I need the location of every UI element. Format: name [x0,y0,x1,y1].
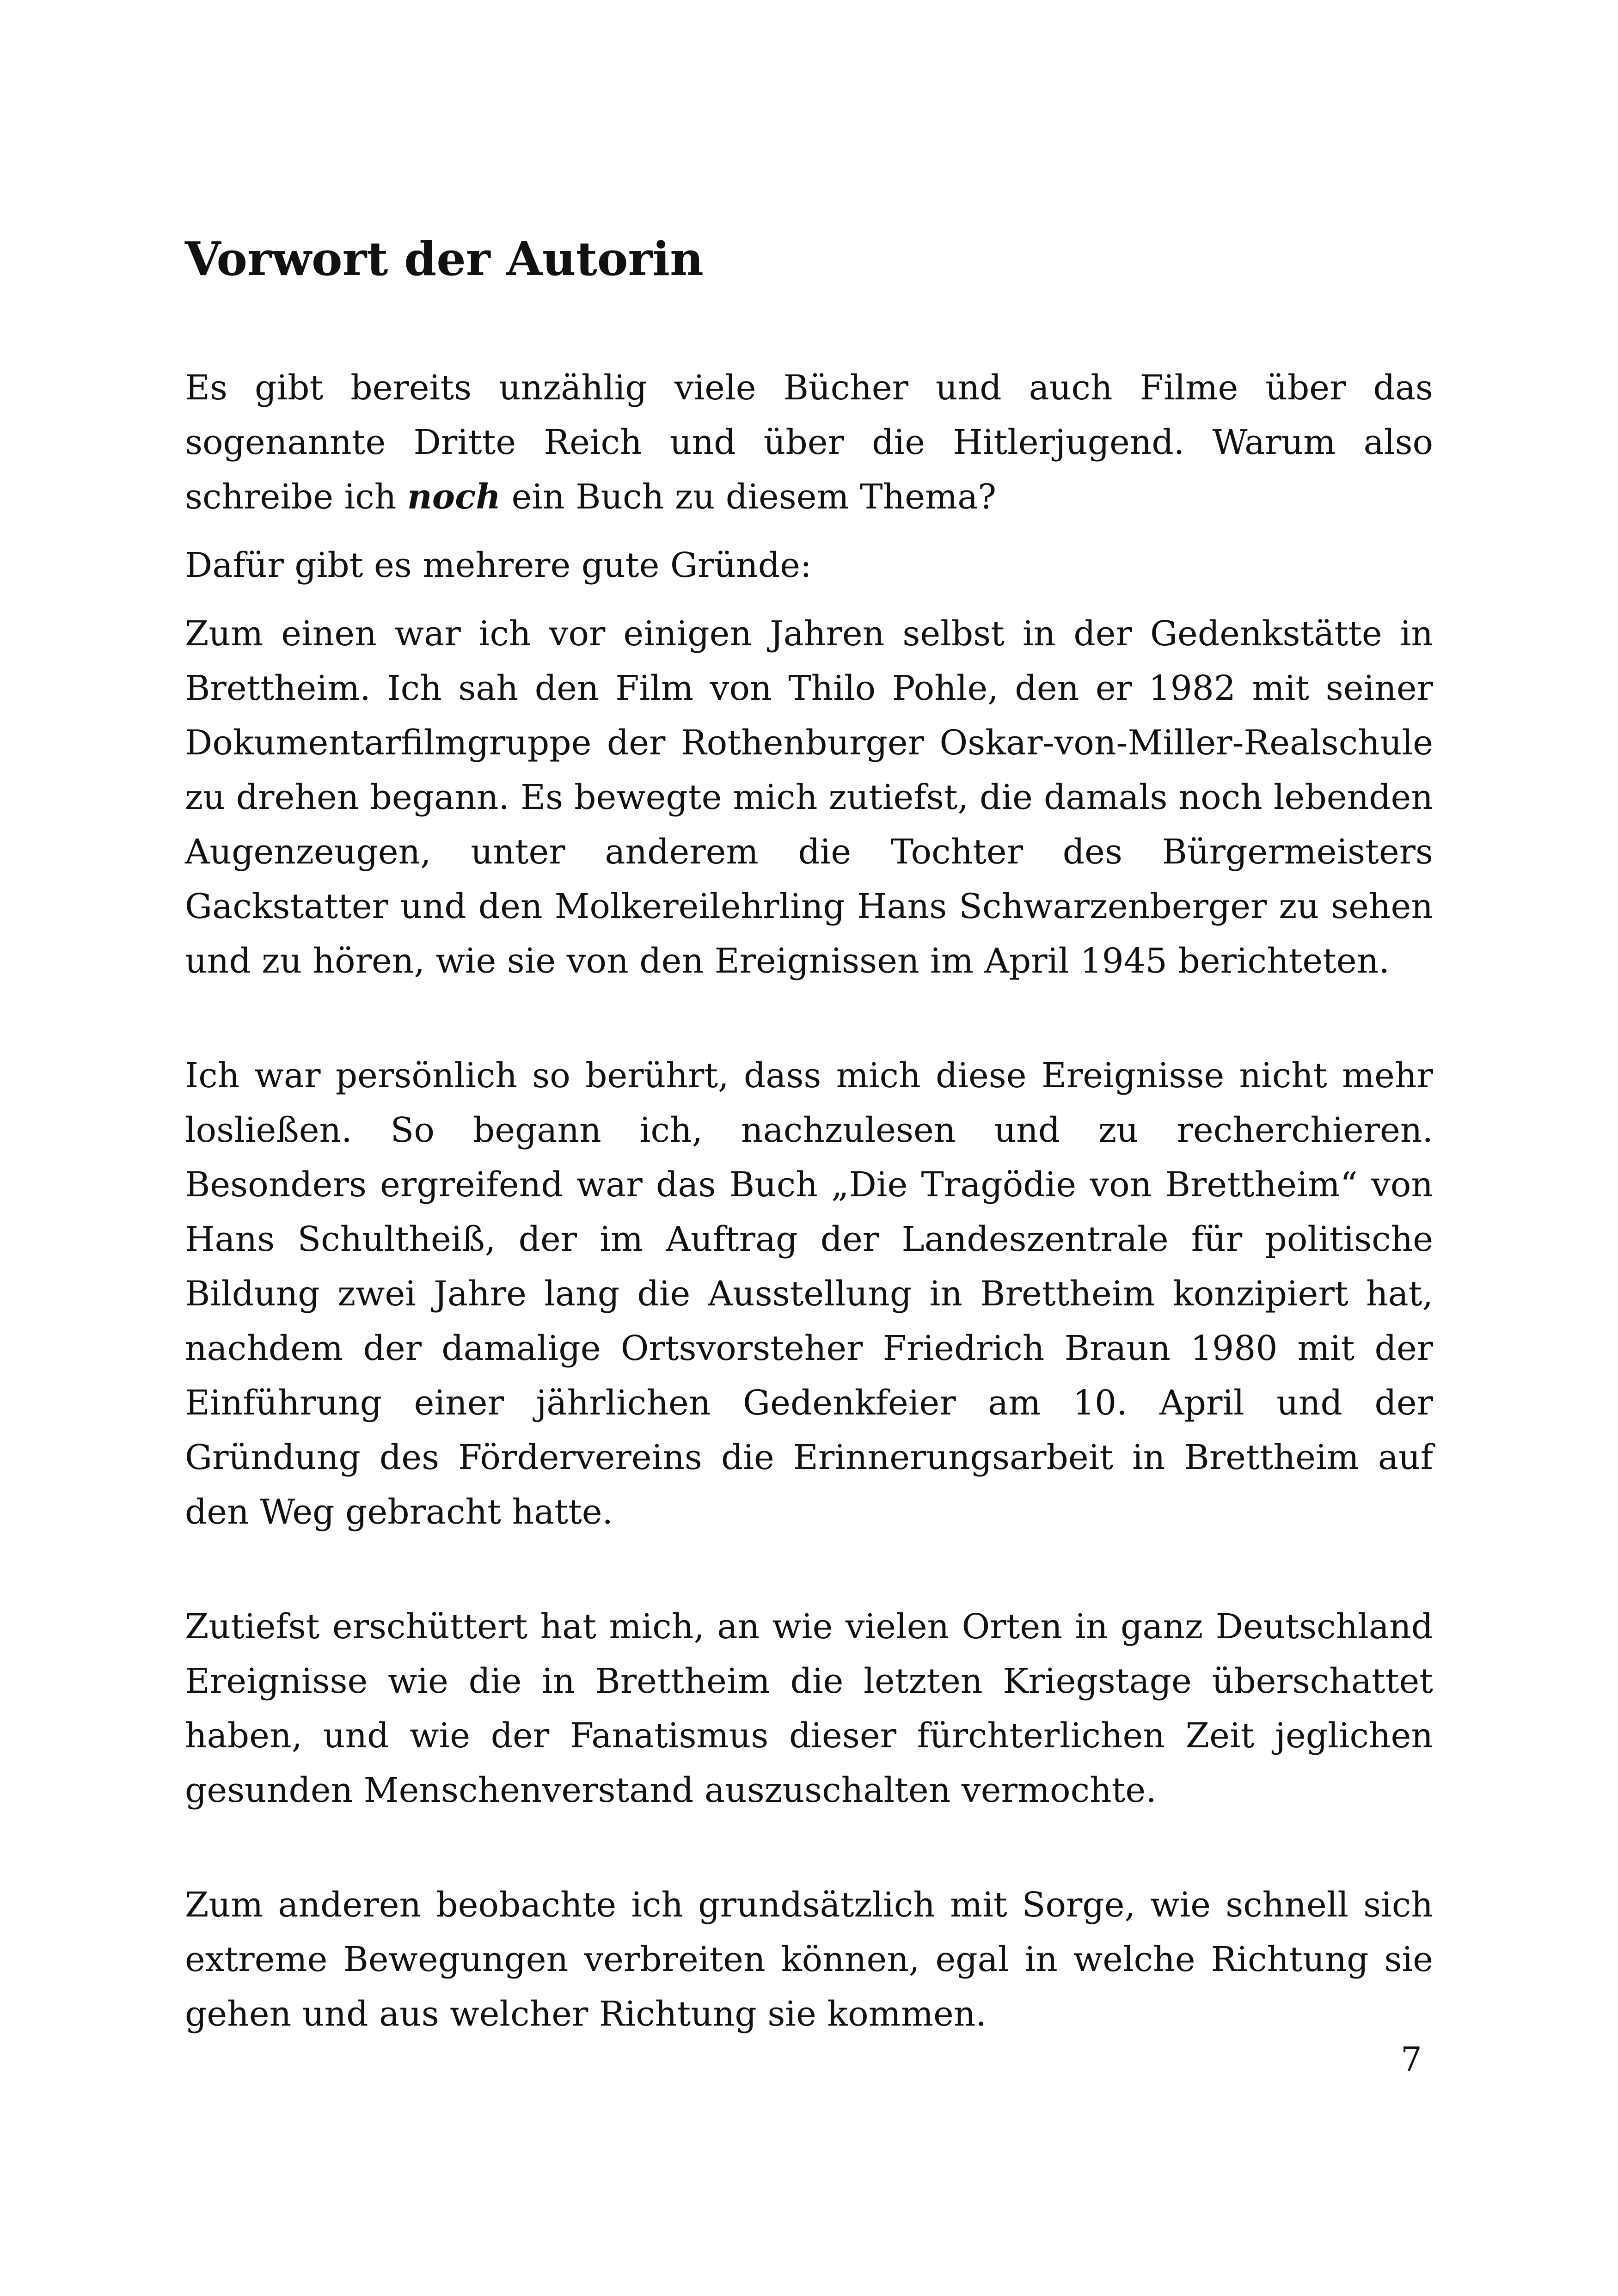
paragraph-intro-text-end: ein Buch zu diesem Thema? [500,477,996,517]
paragraph-recherche: Ich war persönlich so berührt, dass mich diese Ereignisse nicht mehr losließen. So begann ich, nachzulesen und zu recherchieren. Besonders ergreifend war das Buch „Die Tragödie von Brettheim“ von Hans Schultheiß, der im Auftrag der Landeszentrale für politische Bildung zwei Jahre lang die Ausstellung in Brettheim konzipiert hat, nachdem der damalige Ortsvorsteher Friedrich Braun 1980 mit der Einführung einer jährlichen Gedenkfeier am 10. April und der Gründung des Fördervereins die Erinnerungsarbeit in Brettheim auf den Weg gebracht hatte. [185,1056,1433,1532]
paragraph-sorge: Zum anderen beobachte ich grundsätzlich mit Sorge, wie schnell sich extreme Bewegungen verbreiten können, egal in welche Richtung sie gehen und aus welcher Richtung sie kommen. [185,1885,1433,2034]
paragraph-erschuettert: Zutiefst erschüttert hat mich, an wie vielen Orten in ganz Deutschland Ereignisse wie die in Brettheim die letzten Kriegstage überschattet haben, und wie der Fanatismus dieser fürchterlichen Zeit jeglichen gesunden Menschenverstand auszuschalten vermochte. [185,1607,1433,1810]
paragraph-reasons: Dafür gibt es mehrere gute Gründe: [185,545,812,585]
paragraph-intro-text-start: Es gibt bereits unzählig viele Bücher und auch Filme über das sogenannte Dritte Reich und über die Hitlerjugend. Warum also schreibe ich [185,368,1433,517]
paragraph-intro [185,361,1433,524]
paragraph-gedenkstaette: Zum einen war ich vor einigen Jahren selbst in der Gedenkstätte in Brettheim. Ich sah den Film von Thilo Pohle, den er 1982 mit seiner Dokumentarfilmgruppe der Rothenburger Oskar-von-Miller-Realschule zu drehen begann. Es bewegte mich zutiefst, die damals noch lebenden Augenzeugen, unter anderem die Tochter des Bürgermeisters Gackstatter und den Molkereilehrling Hans Schwarzenberger zu sehen und zu hören, wie sie von den Ereignissen im April 1945 berichteten. [185,614,1433,981]
page-number: 7 [1401,2040,1422,2079]
chapter-heading: Vorwort der Autorin [185,232,704,286]
emphasis-noch: noch [407,477,501,517]
body-text [185,361,1433,2041]
